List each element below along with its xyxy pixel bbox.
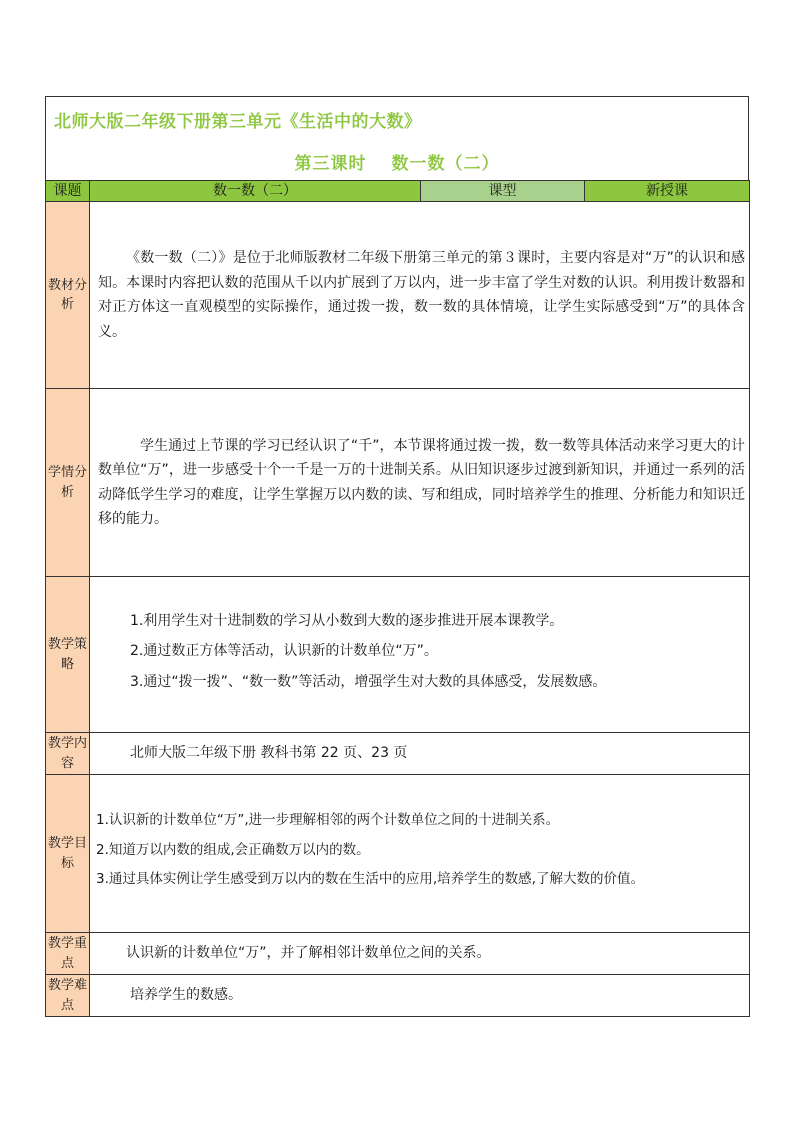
strategy-cell: [90, 577, 750, 733]
goals-cell: [90, 775, 750, 933]
goals-label: 教学目标: [46, 775, 90, 933]
difficulties-label: 教学难点: [46, 975, 90, 1017]
strategy-row: [46, 577, 750, 733]
material-cell: [90, 202, 750, 389]
material-text: 《数一数（二）》是位于北师版教材二年级下册第三单元的第３课时，主要内容是对“万”的认识和感知。本课时内容把认数的范围从千以内扩展到了万以内，进一步丰富了学生对数的认识。利用拨计数器和对正方体这一直观模型的实际操作，通过拨一拨，数一数的具体情境，让学生实际感受到“万”的具体含义。: [98, 250, 745, 340]
topic-value: 数一数（二）: [90, 181, 421, 202]
goal-item: 3.通过具体实例让学生感受到万以内的数在生活中的应用,培养学生的数感,了解大数的价值。: [96, 871, 644, 888]
content-label: 教学内容: [46, 733, 90, 775]
strategy-item: 1.利用学生对十进制数的学习从小数到大数的逐步推进开展本课教学。: [130, 612, 564, 629]
strategy-item: 3.通过“拨一拨”、“数一数”等活动，增强学生对大数的具体感受，发展数感。: [130, 673, 607, 690]
key-points-label: 教学重点: [46, 933, 90, 975]
key-points-text: 认识新的计数单位“万”，并了解相邻计数单位之间的关系。: [126, 945, 491, 962]
document-title: 北师大版二年级下册第三单元《生活中的大数》: [54, 112, 422, 132]
students-cell: [90, 389, 750, 577]
content-row: [46, 733, 750, 775]
lesson-plan-table: [45, 180, 750, 1017]
difficulties-text: 培养学生的数感。: [130, 987, 242, 1004]
material-label: 教材分析: [46, 202, 90, 389]
students-text: 学生通过上节课的学习已经认识了“千”，本节课将通过拨一拨，数一数等具体活动来学习更大的计数单位“万”，进一步感受十个一千是一万的十进制关系。从旧知识逐步过渡到新知识，并通过一系列的活动降低学生学习的难度，让学生掌握万以内数的读、写和组成，同时培养学生的推理、分析能力和知识迁移的能力。: [98, 437, 745, 527]
key-points-cell: [90, 933, 750, 975]
goals-row: [46, 775, 750, 933]
strategy-item: 2.通过数正方体等活动，认识新的计数单位“万”。: [130, 643, 438, 660]
goal-item: 1.认识新的计数单位“万”,进一步理解相邻的两个计数单位之间的十进制关系。: [96, 812, 560, 829]
strategy-label: 教学策略: [46, 577, 90, 733]
material-row: [46, 202, 750, 389]
students-row: [46, 389, 750, 577]
lesson-subtitle: 第三课时 数一数（二）: [294, 154, 500, 174]
lesson-plan-sheet: [45, 96, 749, 1017]
type-label: 课型: [421, 181, 585, 202]
document-header: [45, 96, 749, 180]
content-cell: [90, 733, 750, 775]
content-text: 北师大版二年级下册 教科书第 22 页、23 页: [130, 745, 408, 762]
difficulties-cell: [90, 975, 750, 1017]
topic-label: 课题: [46, 181, 90, 202]
key-points-row: [46, 933, 750, 975]
type-value: 新授课: [585, 181, 750, 202]
students-label: 学情分析: [46, 389, 90, 577]
difficulties-row: [46, 975, 750, 1017]
goal-item: 2.知道万以内数的组成,会正确数万以内的数。: [96, 841, 370, 858]
info-row: [46, 181, 750, 202]
